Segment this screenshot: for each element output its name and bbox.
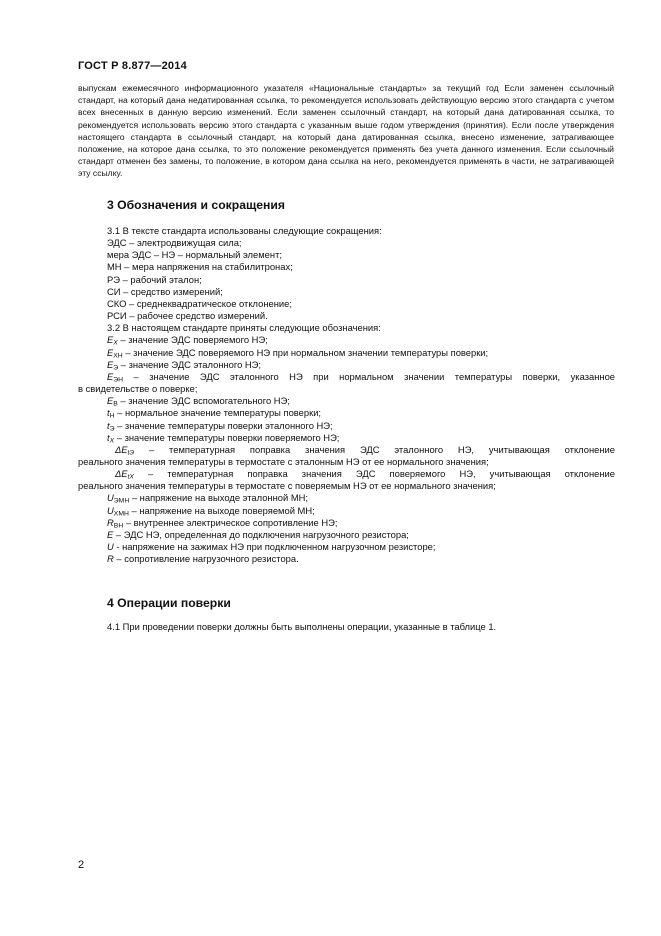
symbol-letter: E xyxy=(107,334,114,346)
symbol-letter: U xyxy=(107,541,114,553)
symbol-letter: t xyxy=(107,407,110,419)
symbol-letter: t xyxy=(107,431,110,443)
symbol-description: – температурная поправка значения ЭДС поверяемого НЭ, учитывающая отклонение xyxy=(133,468,615,480)
symbol-description: – значение температуры поверки поверяемого НЭ; xyxy=(114,431,340,443)
abbreviation-item: МН – мера напряжения на стабилитронах; xyxy=(107,261,293,273)
document-header: ГОСТ Р 8.877—2014 xyxy=(78,60,187,72)
symbol-description: – сопротивление нагрузочного резистора. xyxy=(113,553,299,565)
symbol-letter: ΔE xyxy=(115,468,128,480)
symbol-description: – напряжение на выходе поверяемой МН; xyxy=(128,504,315,516)
symbol-subscript: X xyxy=(109,437,115,445)
symbol-letter: ΔE xyxy=(115,443,128,455)
symbol-definition xyxy=(107,541,615,553)
abbreviation-item: СКО – среднеквадратическое отклонение; xyxy=(107,297,292,309)
symbol-description-continued: в свидетельстве о поверке; xyxy=(78,383,198,395)
symbol-subscript: XМН xyxy=(113,510,129,518)
symbol-definition xyxy=(107,505,615,517)
symbol-definition xyxy=(107,432,615,444)
symbol-letter: E xyxy=(107,528,114,540)
symbol-definition xyxy=(107,395,615,407)
symbol-definition xyxy=(107,359,615,371)
symbol-definition xyxy=(107,407,615,419)
page-number: 2 xyxy=(78,859,85,871)
symbol-definition xyxy=(107,334,615,346)
symbol-description: – значение ЭДС поверяемого НЭ; xyxy=(117,334,268,346)
symbol-description: – значение ЭДС эталонного НЭ; xyxy=(118,358,262,370)
symbol-definition xyxy=(107,553,615,565)
abbreviation-list xyxy=(107,237,615,322)
symbol-definition xyxy=(107,529,615,541)
symbol-description: – температурная поправка значения ЭДС эталонного НЭ, учитывающая отклонение xyxy=(134,443,615,455)
symbol-letter: U xyxy=(107,504,114,516)
intro-text: выпускам ежемесячного информационного указателя «Национальные стандарты» за текущий год Если заменен ссылочный стандарт, на который дана недатированная ссылка, то рекомендуется использовать действующую версию этого стандарта с учетом всех внесенных в данную версию изменений. Если заменен ссылочный стандарт, на который дана датированная ссылка, то рекомендуется использовать версию этого стандарта с указанным выше годом утверждения (принятия). Если после утверждения настоящего стандарта в ссылочный стандарт, на который дана датированная ссылка, внесено изменение, затрагивающее положение, на которое дана ссылка, то это положение рекомендуется применять без учета данного изменения. Если ссылочный стандарт отменен без замены, то положение, в котором дана ссылка на него, рекомендуется применять в части, не затрагивающей эту ссылку. xyxy=(78,83,614,179)
clause-4-1: 4.1 При проведении поверки должны быть выполнены операции, указанные в таблице 1. xyxy=(107,621,497,632)
symbol-subscript: ЭМН xyxy=(113,497,130,505)
symbol-description: – ЭДС НЭ, определенная до подключения нагрузочного резистора; xyxy=(113,528,409,540)
symbol-definition xyxy=(78,468,615,492)
symbol-definition xyxy=(107,420,615,432)
symbol-description: – напряжение на выходе эталонной МН; xyxy=(129,492,309,504)
symbol-letter: t xyxy=(107,419,110,431)
symbol-definition xyxy=(107,492,615,504)
symbol-description: – значение ЭДС поверяемого НЭ при нормальном значении температуры поверки; xyxy=(122,346,489,358)
section-3-title: 3 Обозначения и сокращения xyxy=(107,198,286,212)
symbol-definition xyxy=(107,347,615,359)
abbreviation-item: ЭДС – электродвижущая сила; xyxy=(107,237,242,249)
symbol-description-continued: реального значения температуры в термостате с эталонным НЭ от ее нормального значения; xyxy=(78,455,489,467)
symbol-letter: E xyxy=(107,358,114,370)
symbol-description: – значение температуры поверки эталонного НЭ; xyxy=(114,419,333,431)
abbreviation-item: СИ – средство измерений; xyxy=(107,285,223,297)
symbol-subscript: tX xyxy=(127,473,134,481)
abbreviation-item: мера ЭДС – НЭ – нормальный элемент; xyxy=(107,249,282,261)
symbol-subscript: Э xyxy=(109,425,115,432)
symbol-definition xyxy=(107,517,615,529)
symbol-subscript: Н xyxy=(109,412,115,420)
clause-3-1: 3.1 В тексте стандарта использованы следующие сокращения: xyxy=(107,225,382,236)
intro-paragraph xyxy=(78,82,614,180)
section-3-body xyxy=(78,225,615,565)
symbol-letter: R xyxy=(107,516,114,528)
section-4-title: 4 Операции поверки xyxy=(107,596,231,610)
symbol-description: - напряжение на зажимах НЭ при подключенном нагрузочном резисторе; xyxy=(113,541,436,553)
clause-3-2: 3.2 В настоящем стандарте приняты следующие обозначения: xyxy=(107,322,381,334)
symbol-subscript: tЭ xyxy=(127,449,135,457)
symbol-letter: E xyxy=(107,346,114,358)
symbol-description-continued: реального значения температуры в термостате с поверяемым НЭ от ее нормального значения; xyxy=(78,480,496,492)
abbreviation-item: РСИ – рабочее средство измерений. xyxy=(107,310,268,322)
symbol-subscript: ВН xyxy=(113,522,124,530)
abbreviation-item: РЭ – рабочий эталон; xyxy=(107,273,202,285)
symbol-letter: E xyxy=(107,370,114,382)
symbol-letter: U xyxy=(107,492,114,504)
symbol-definition xyxy=(78,370,615,395)
section-4-body xyxy=(107,621,615,633)
symbol-subscript: ЭН xyxy=(113,376,124,384)
symbol-description: – значение ЭДС вспомогательного НЭ; xyxy=(117,395,290,407)
symbol-subscript: XН xyxy=(113,352,123,360)
symbol-description: – внутреннее электрическое сопротивление НЭ; xyxy=(123,516,338,528)
symbol-description: – значение ЭДС эталонного НЭ при нормальном значении температуры поверки, указанное xyxy=(123,370,615,382)
symbol-description: – нормальное значение температуры поверки; xyxy=(114,407,322,419)
symbol-subscript: X xyxy=(113,339,118,347)
symbol-subscript: В xyxy=(113,400,118,408)
symbol-definition xyxy=(78,443,615,468)
symbol-letter: E xyxy=(107,395,114,407)
symbol-letter: R xyxy=(107,553,114,565)
symbol-subscript: Э xyxy=(113,364,119,372)
symbol-list xyxy=(78,334,615,565)
